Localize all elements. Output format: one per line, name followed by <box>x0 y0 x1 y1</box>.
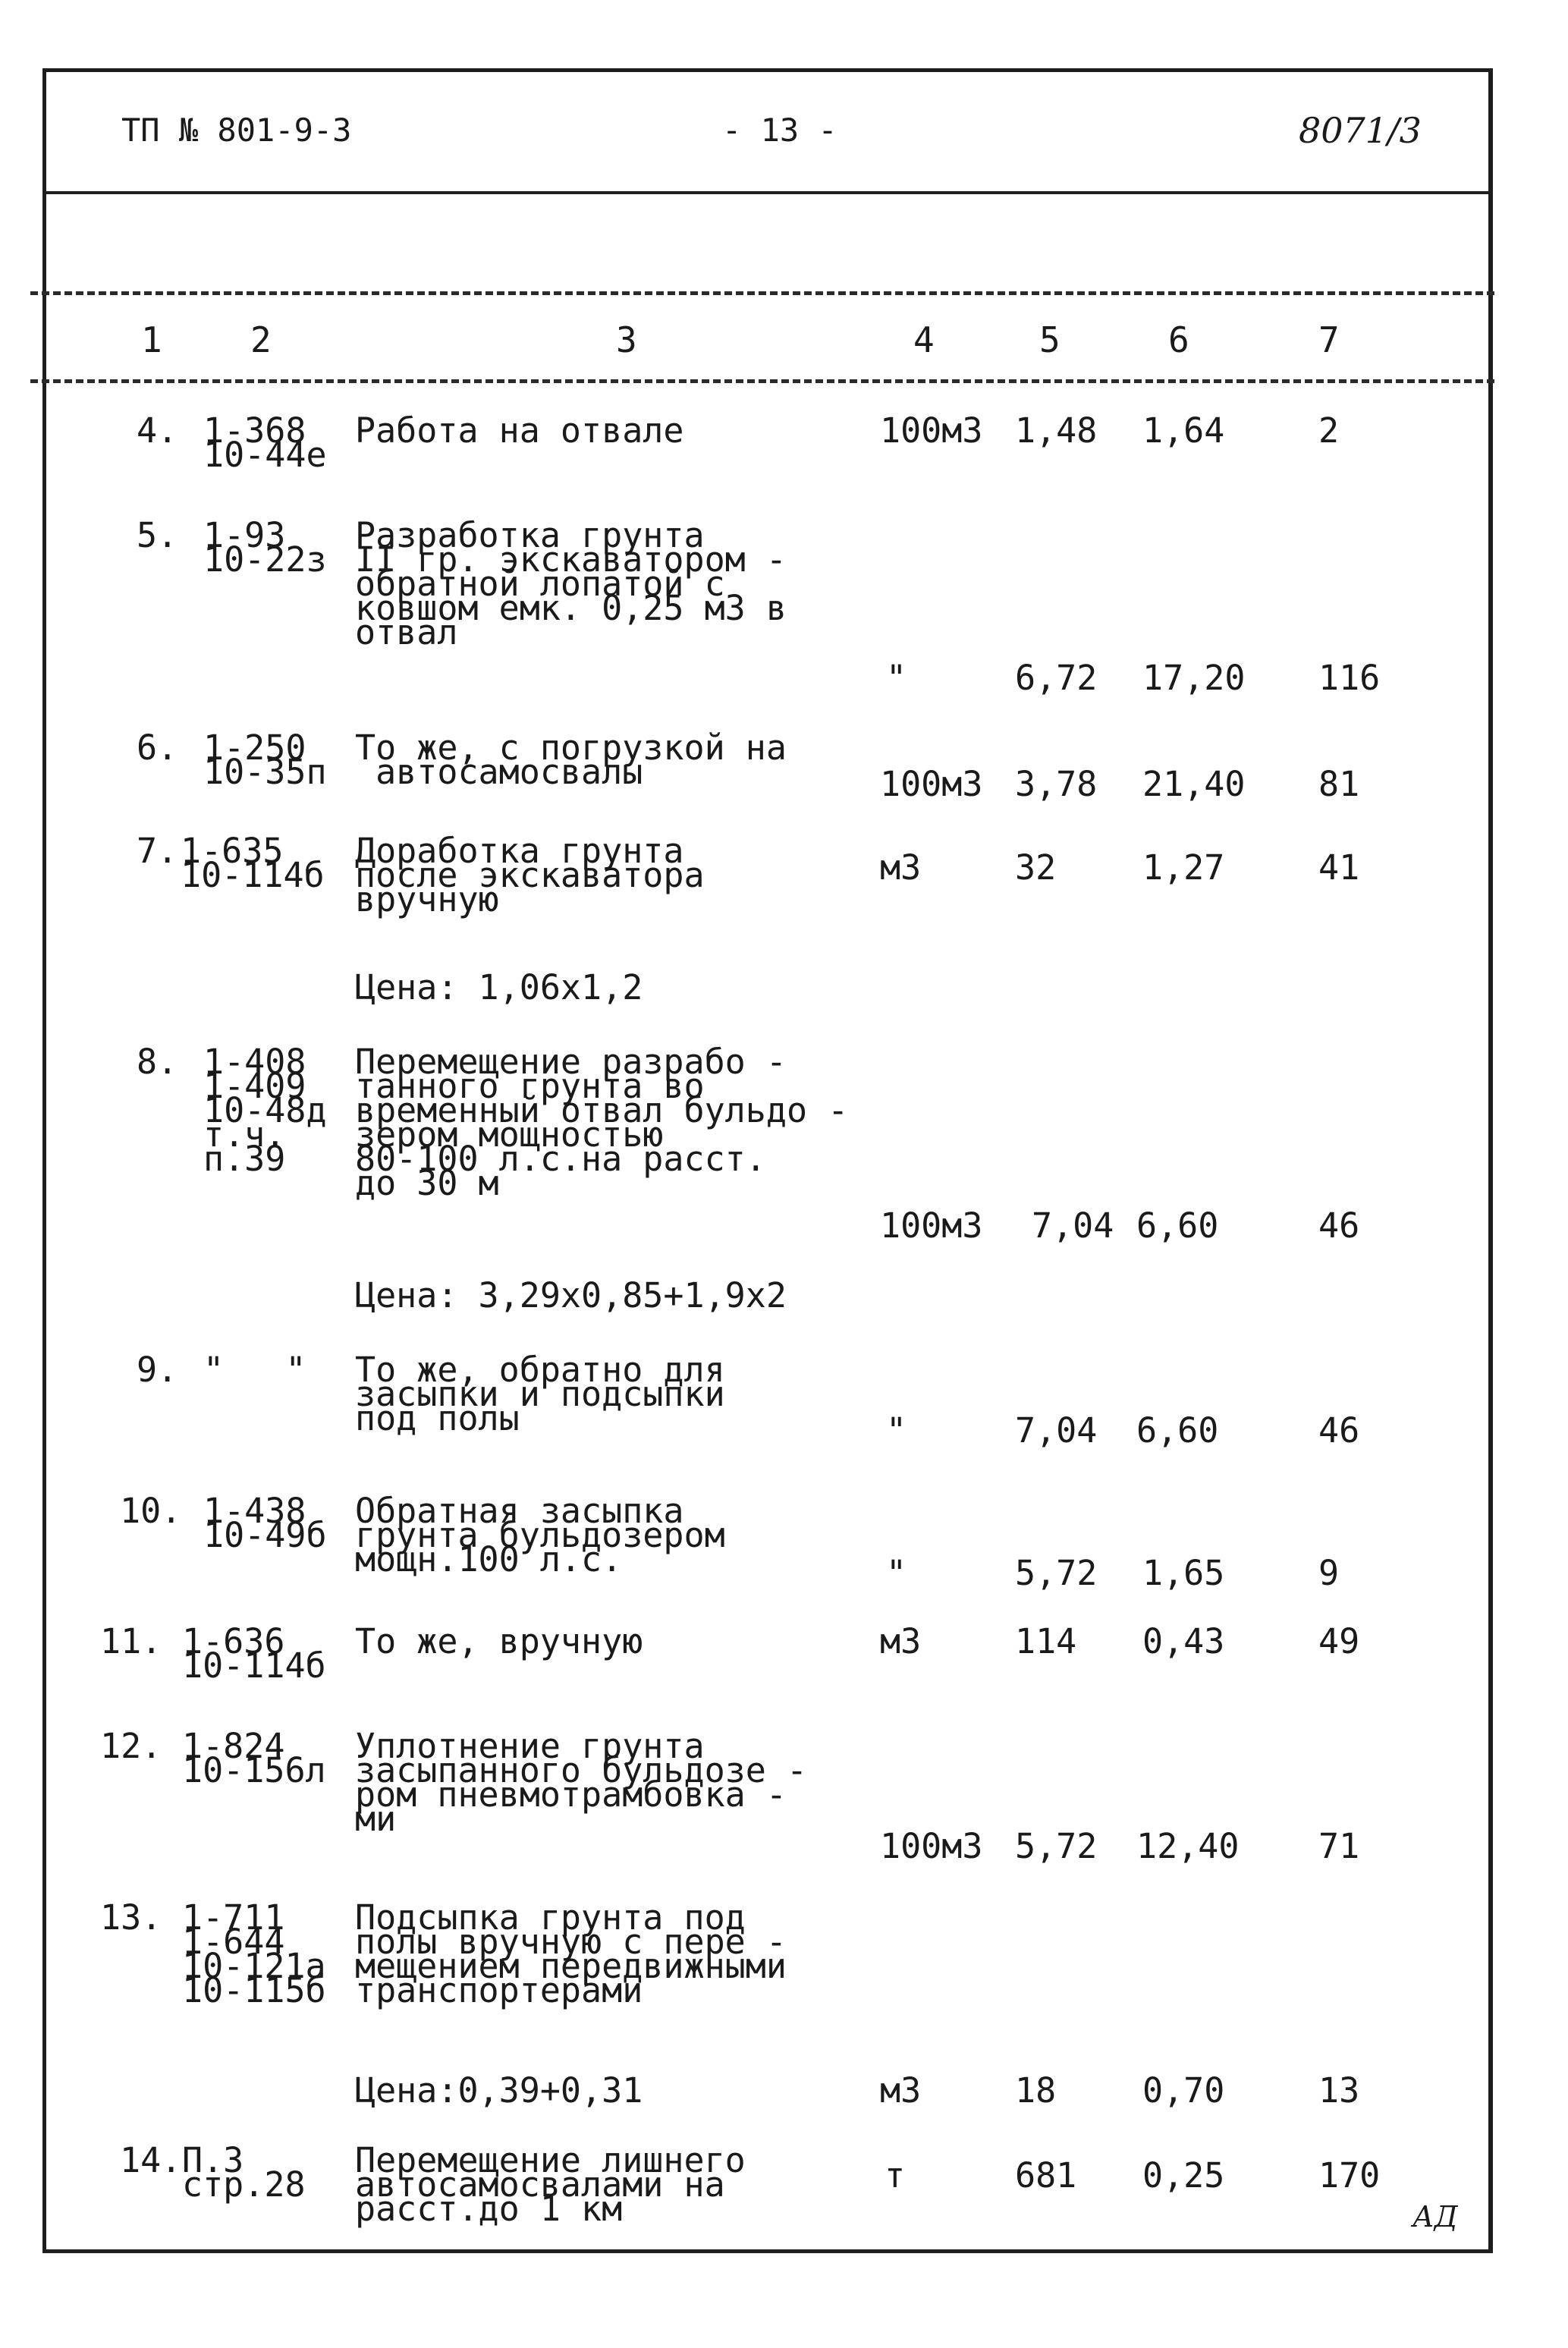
norm-code: 1-824 10-156л <box>182 1726 326 1790</box>
row-number: 13. <box>100 1897 162 1938</box>
unit: " <box>886 1553 907 1593</box>
unit: " <box>886 1410 907 1451</box>
unit-price: 12,40 <box>1136 1826 1240 1866</box>
total-cost: 116 <box>1318 658 1381 698</box>
work-description: Перемещение лишнего автосамосвалами на расст.до 1 км <box>355 2140 746 2229</box>
work-description: То же, вручную <box>355 1621 643 1661</box>
total-cost: 49 <box>1318 1621 1360 1661</box>
total-cost: 2 <box>1318 410 1340 451</box>
quantity: 681 <box>1015 2155 1077 2196</box>
unit-price: 1,27 <box>1142 847 1225 888</box>
quantity: 5,72 <box>1015 1553 1098 1593</box>
total-cost: 46 <box>1318 1205 1360 1246</box>
work-description: Доработка грунта после экскаватора вручную <box>355 831 705 919</box>
total-cost: 41 <box>1318 847 1360 888</box>
table-top-dashed-rule <box>30 291 1494 295</box>
page-number: - 13 - <box>722 112 837 149</box>
norm-code: 1-635 10-114б <box>181 831 325 895</box>
unit: " <box>886 658 907 698</box>
quantity: 5,72 <box>1015 1826 1098 1866</box>
row-number: 5. <box>137 515 178 555</box>
unit-price: 17,20 <box>1142 658 1246 698</box>
row-number: 14. <box>120 2140 182 2180</box>
quantity: 114 <box>1015 1621 1077 1661</box>
norm-code: 1-368 10-44е <box>203 410 327 475</box>
unit: 100м3 <box>880 764 983 804</box>
unit: м3 <box>880 847 922 888</box>
row-number: 9. <box>137 1350 178 1390</box>
sheet-code: 8071/3 <box>1299 110 1422 151</box>
norm-code: " " <box>203 1350 306 1390</box>
row-number: 10. <box>120 1491 182 1531</box>
price-note: Цена:0,39+0,31 <box>355 2070 643 2111</box>
unit-price: 0,70 <box>1142 2070 1225 2111</box>
work-description: Разработка грунта II гр. экскаватором - обратной лопатой с ковшом емк. 0,25 м3 в отвал <box>355 515 787 652</box>
quantity: 6,72 <box>1015 658 1098 698</box>
doc-code: ТП № 801-9-3 <box>121 112 352 149</box>
column-header-6: 6 <box>1168 319 1189 360</box>
quantity: 1,48 <box>1015 410 1098 451</box>
work-description: Обратная засыпка грунта бульдозером мощн.100 л.с. <box>355 1491 725 1579</box>
total-cost: 13 <box>1318 2070 1360 2111</box>
norm-code: 1-250 10-35п <box>203 728 327 792</box>
price-note: Цена: 3,29x0,85+1,9x2 <box>355 1275 787 1315</box>
unit-price: 0,43 <box>1142 1621 1225 1661</box>
unit: м3 <box>880 1621 922 1661</box>
column-header-3: 3 <box>616 319 637 360</box>
quantity: 32 <box>1015 847 1057 888</box>
unit: м3 <box>880 2070 922 2111</box>
quantity: 7,04 <box>1015 1410 1098 1451</box>
total-cost: 46 <box>1318 1410 1360 1451</box>
unit-price: 21,40 <box>1142 764 1246 804</box>
unit-price: 0,25 <box>1142 2155 1225 2196</box>
norm-code: 1-438 10-49б <box>203 1491 327 1555</box>
column-header-4: 4 <box>913 319 935 360</box>
work-description: То же, обратно для засыпки и подсыпки под полы <box>355 1350 725 1438</box>
norm-code: 1-408 1-409 10-48д т.ч. п.39 <box>203 1042 327 1179</box>
column-header-1: 1 <box>141 319 162 360</box>
footer-initials: АД <box>1412 2200 1458 2233</box>
unit-price: 6,60 <box>1136 1205 1219 1246</box>
row-number: 12. <box>100 1726 162 1766</box>
norm-code: 1-636 10-114б <box>182 1621 326 1686</box>
unit-price: 6,60 <box>1136 1410 1219 1451</box>
norm-code: 1-93 10-22з <box>203 515 327 580</box>
total-cost: 9 <box>1318 1553 1340 1593</box>
row-number: 4. <box>137 410 178 451</box>
unit-price: 1,64 <box>1142 410 1225 451</box>
column-header-7: 7 <box>1318 319 1340 360</box>
work-description: Перемещение разрабо - танного грунта во временный отвал бульдо - зером мощностью 80-100 л.с.на расст. до 30 м <box>355 1042 849 1203</box>
unit: т <box>885 2155 906 2196</box>
row-number: 8. <box>137 1042 178 1082</box>
price-note: Цена: 1,06x1,2 <box>355 967 643 1007</box>
quantity: 18 <box>1015 2070 1057 2111</box>
unit: 100м3 <box>880 1205 983 1246</box>
row-number: 6. <box>137 728 178 768</box>
quantity: 7,04 <box>1032 1205 1114 1246</box>
work-description: То же, с погрузкой на автосамосвалы <box>355 728 787 792</box>
unit: 100м3 <box>880 1826 983 1866</box>
work-description: Уплотнение грунта засыпанного бульдозе - ром пневмотрамбовка - ми <box>355 1726 808 1839</box>
norm-code: 1-711 1-644 10-121а 10-115б <box>182 1897 326 2010</box>
total-cost: 81 <box>1318 764 1360 804</box>
work-description: Подсыпка грунта под полы вручную с пере - мещением передвижными транспортерами <box>355 1897 787 2010</box>
row-number: 7. <box>137 831 178 871</box>
table-header-dashed-rule <box>30 379 1494 383</box>
norm-code: П.3 стр.28 <box>182 2140 306 2205</box>
column-header-5: 5 <box>1039 319 1061 360</box>
work-description: Работа на отвале <box>355 410 684 451</box>
total-cost: 71 <box>1318 1826 1360 1866</box>
total-cost: 170 <box>1318 2155 1381 2196</box>
column-header-2: 2 <box>250 319 272 360</box>
row-number: 11. <box>100 1621 162 1661</box>
unit: 100м3 <box>880 410 983 451</box>
header-rule <box>42 191 1493 194</box>
quantity: 3,78 <box>1015 764 1098 804</box>
unit-price: 1,65 <box>1142 1553 1225 1593</box>
